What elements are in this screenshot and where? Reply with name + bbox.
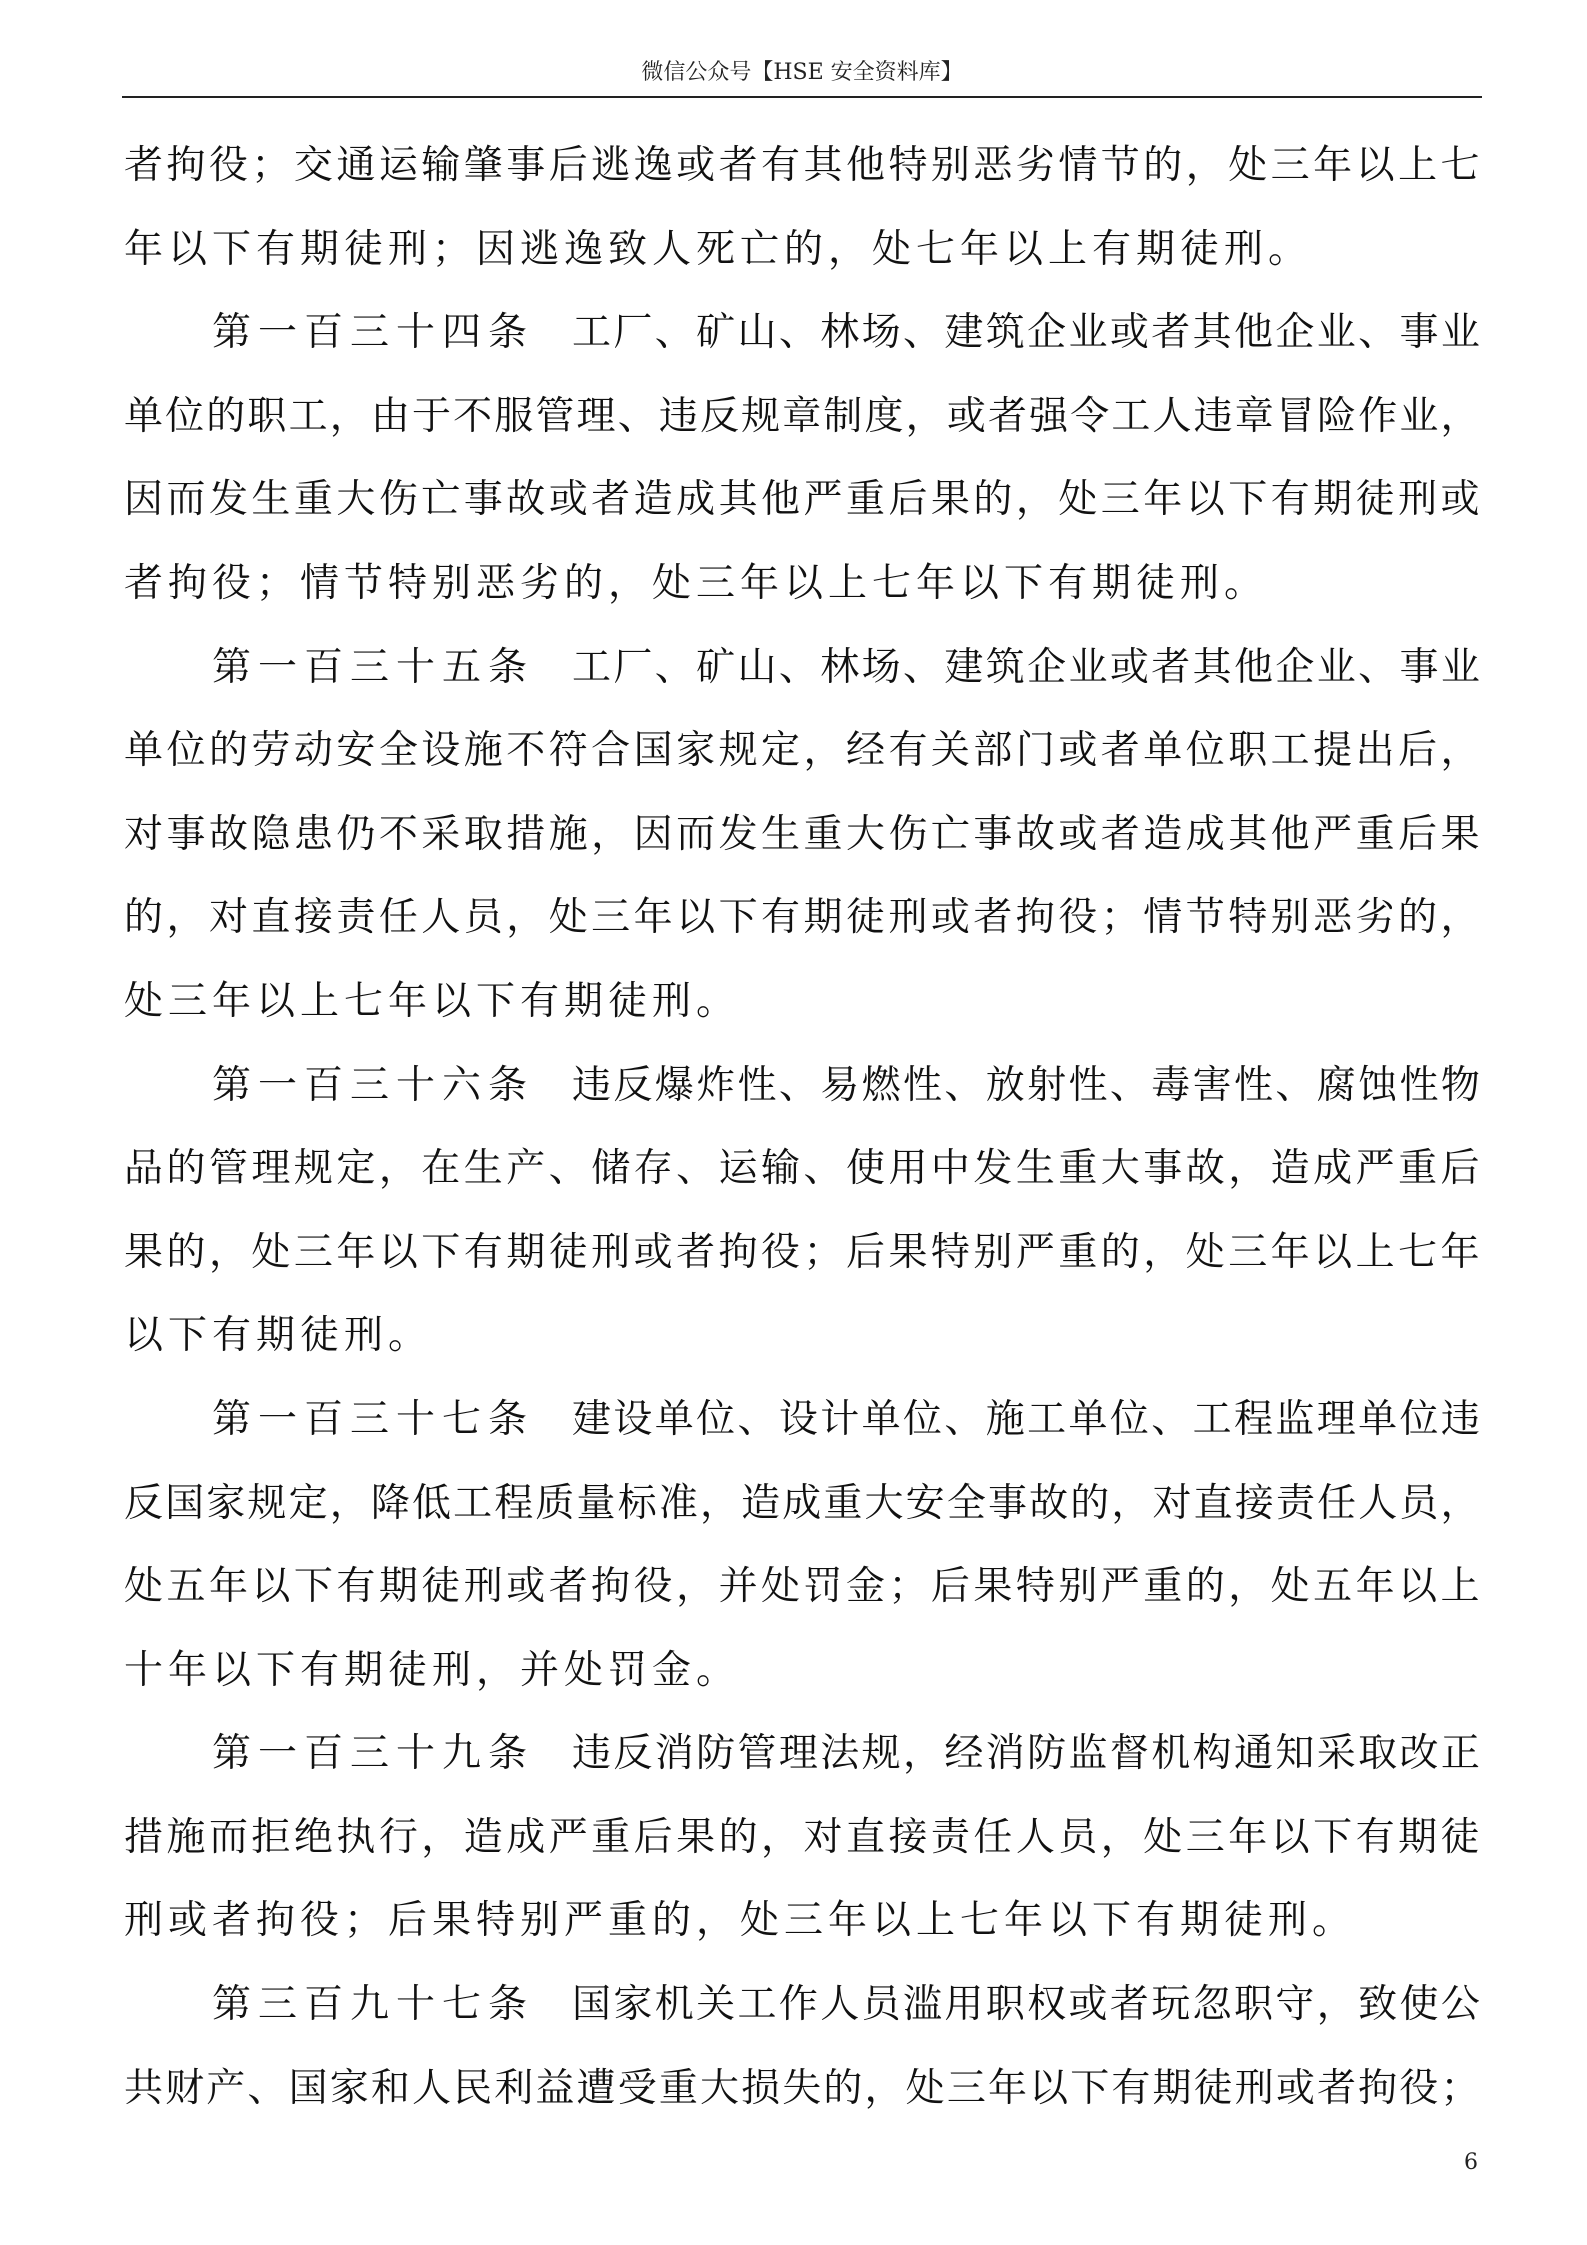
text-line: 处 五 年 以 下 有 期 徒 刑 或 者 拘 役 ， 并 处 罚 金 ； 后 果 特 别 严 重 的 ， 处 五 年 以 上 (124, 1564, 1480, 1610)
article-number: 第一百三十六条 (212, 1062, 535, 1108)
article-text: 工 厂 、 矿 山 、 林 场 、 建 筑 企 业 或 者 其 他 企 业 、 事 业 (572, 644, 1480, 690)
page-number: 6 (1464, 2150, 1478, 2175)
text-line: 刑或者拘役；后果特别严重的，处三年以上七年以下有期徒刑。 (124, 1898, 1357, 1944)
article-first-line (124, 1712, 1480, 1796)
text-line: 的 ， 对 直 接 责 任 人 员 ， 处 三 年 以 下 有 期 徒 刑 或 者 拘 役 ； 情 节 特 别 恶 劣 的 ， (124, 895, 1480, 941)
article-number: 第一百三十九条 (212, 1731, 535, 1777)
text-line: 处三年以上七年以下有期徒刑。 (124, 978, 741, 1024)
article-text: 工 厂 、 矿 山 、 林 场 、 建 筑 企 业 或 者 其 他 企 业 、 事 业 (572, 310, 1480, 356)
article-text: 违 反 爆 炸 性 、 易 燃 性 、 放 射 性 、 毒 害 性 、 腐 蚀 性 物 (572, 1062, 1480, 1108)
header-divider (122, 96, 1482, 98)
text-line: 者 拘 役 ； 交 通 运 输 肇 事 后 逃 逸 或 者 有 其 他 特 别 恶 劣 情 节 的 ， 处 三 年 以 上 七 (124, 143, 1480, 188)
text-line: 反 国 家 规 定 ， 降 低 工 程 质 量 标 准 ， 造 成 重 大 安 全 事 故 的 ， 对 直 接 责 任 人 员 ， (124, 1480, 1480, 1526)
article-number: 第三百九十七条 (212, 1982, 535, 2028)
article-first-line (124, 626, 1480, 710)
text-line: 因 而 发 生 重 大 伤 亡 事 故 或 者 造 成 其 他 严 重 后 果 的 ， 处 三 年 以 下 有 期 徒 刑 或 (124, 477, 1480, 523)
text-line: 品 的 管 理 规 定 ， 在 生 产 、 储 存 、 运 输 、 使 用 中 发 生 重 大 事 故 ， 造 成 严 重 后 (124, 1146, 1480, 1192)
text-line: 十年以下有期徒刑，并处罚金。 (124, 1647, 741, 1693)
document-body (124, 124, 1480, 2130)
text-line: 果 的 ， 处 三 年 以 下 有 期 徒 刑 或 者 拘 役 ； 后 果 特 别 严 重 的 ， 处 三 年 以 上 七 年 (124, 1229, 1480, 1275)
text-line: 者拘役；情节特别恶劣的，处三年以上七年以下有期徒刑。 (124, 560, 1269, 606)
article-number: 第一百三十五条 (212, 644, 535, 690)
text-line: 单 位 的 劳 动 安 全 设 施 不 符 合 国 家 规 定 ， 经 有 关 部 门 或 者 单 位 职 工 提 出 后 ， (124, 728, 1480, 774)
page-header: 微信公众号【HSE 安全资料库】 (641, 60, 963, 85)
article-first-line (124, 1963, 1480, 2047)
text-line: 单 位 的 职 工 ， 由 于 不 服 管 理 、 违 反 规 章 制 度 ， 或 者 强 令 工 人 违 章 冒 险 作 业 ， (124, 393, 1480, 439)
article-first-line (124, 291, 1480, 375)
text-line: 措 施 而 拒 绝 执 行 ， 造 成 严 重 后 果 的 ， 对 直 接 责 任 人 员 ， 处 三 年 以 下 有 期 徒 (124, 1814, 1480, 1860)
article-number: 第一百三十七条 (212, 1396, 535, 1442)
article-text: 违 反 消 防 管 理 法 规 ， 经 消 防 监 督 机 构 通 知 采 取 改 正 (572, 1731, 1480, 1777)
article-number: 第一百三十四条 (212, 310, 535, 356)
text-line: 共 财 产 、 国 家 和 人 民 利 益 遭 受 重 大 损 失 的 ， 处 三 年 以 下 有 期 徒 刑 或 者 拘 役 ； (124, 2065, 1480, 2111)
article-text: 国 家 机 关 工 作 人 员 滥 用 职 权 或 者 玩 忽 职 守 ， 致 使 公 (572, 1982, 1480, 2028)
article-first-line (124, 1044, 1480, 1128)
text-line: 年以下有期徒刑；因逃逸致人死亡的，处七年以上有期徒刑。 (124, 226, 1313, 272)
article-text: 建 设 单 位 、 设 计 单 位 、 施 工 单 位 、 工 程 监 理 单 位 违 (572, 1396, 1480, 1442)
article-first-line (124, 1378, 1480, 1462)
text-line: 以下有期徒刑。 (124, 1313, 433, 1359)
text-line: 对 事 故 隐 患 仍 不 采 取 措 施 ， 因 而 发 生 重 大 伤 亡 事 故 或 者 造 成 其 他 严 重 后 果 (124, 811, 1480, 857)
